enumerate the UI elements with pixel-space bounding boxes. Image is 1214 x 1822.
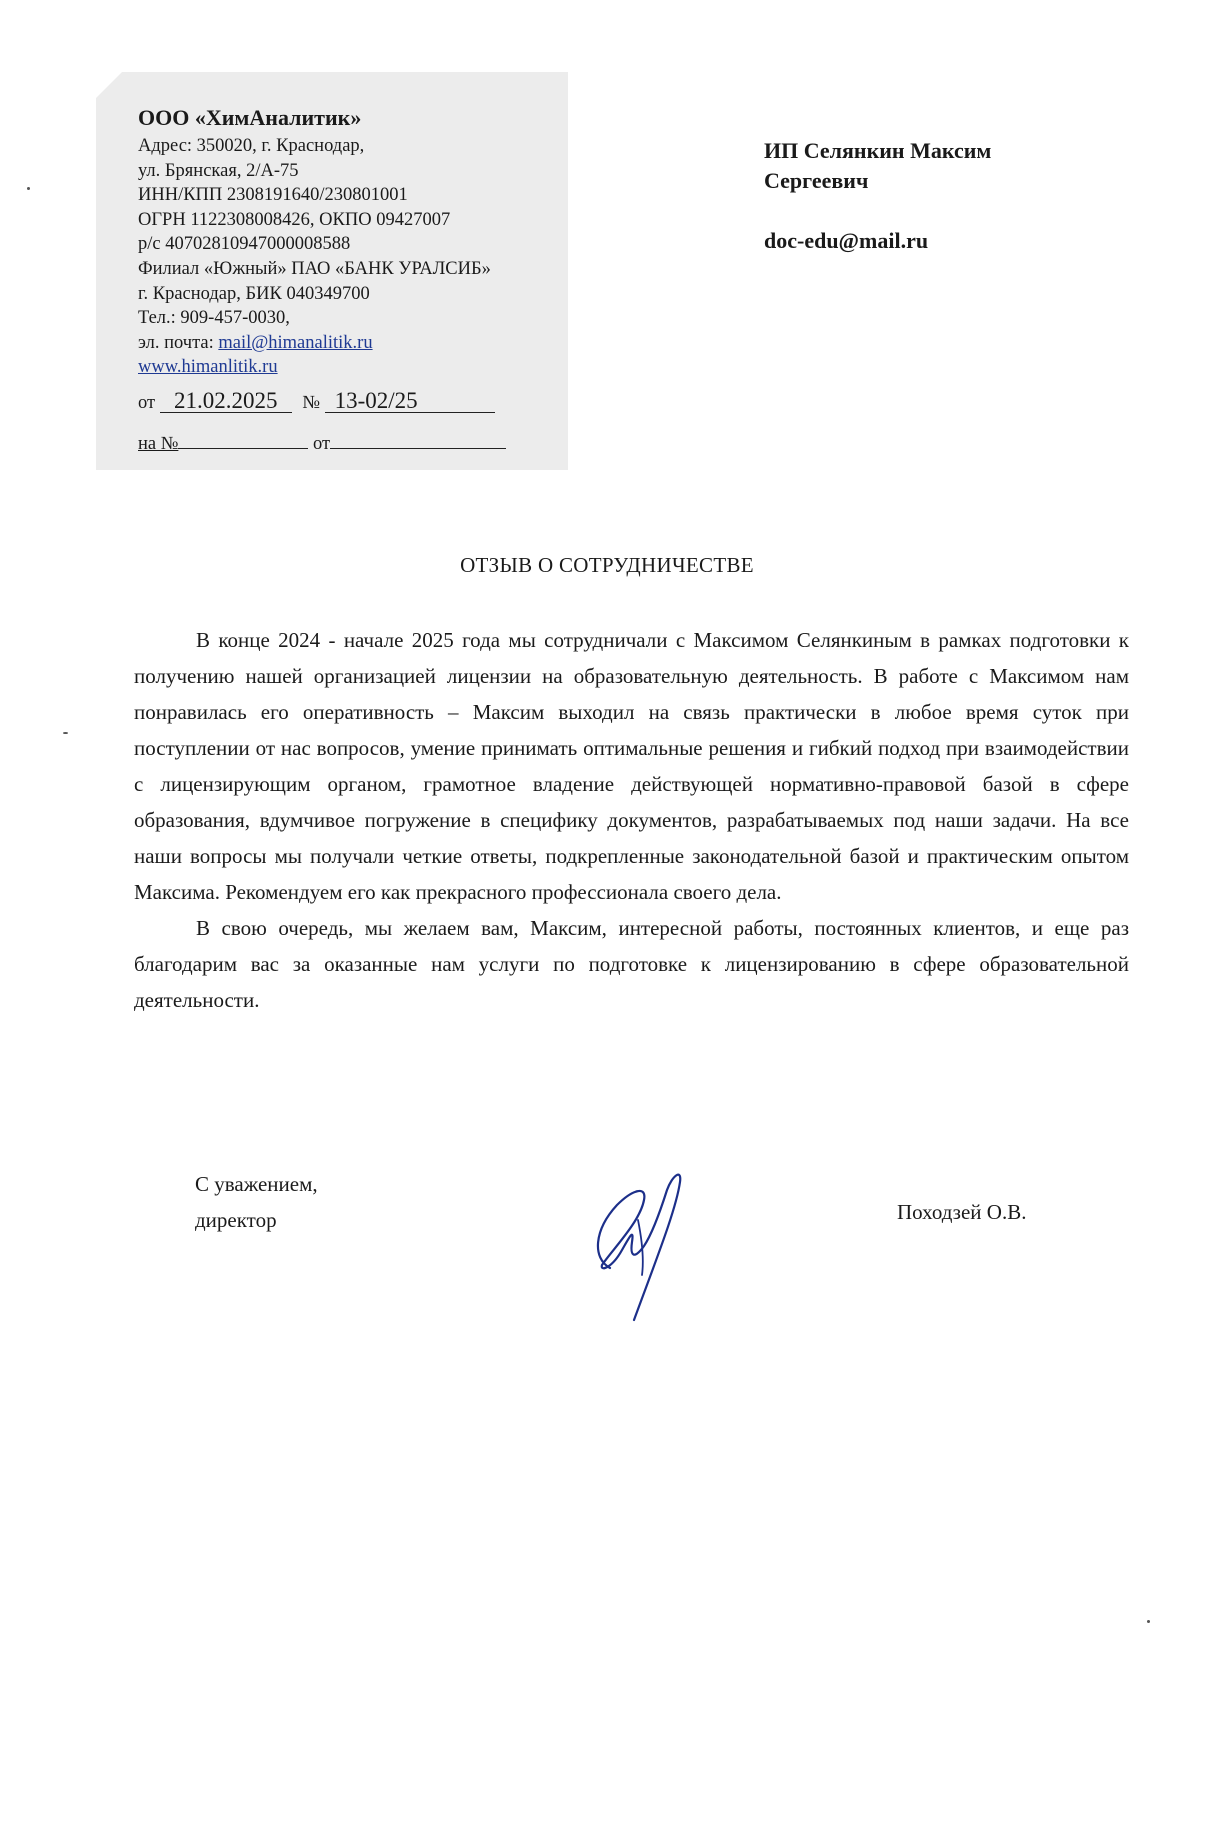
sender-website-line (138, 355, 568, 380)
sender-email-link[interactable]: mail@himanalitik.ru (218, 332, 373, 353)
signature-image (572, 1150, 722, 1330)
body-paragraph-1: В конце 2024 - начале 2025 года мы сотрудничали с Максимом Селянкиным в рамках подготовки к получению нашей организацией лицензии на образовательную деятельность. В работе с Максимом нам понравилась его оперативность – Максим выходил на связь практически в любое время суток при поступлении от нас вопросов, умение принимать оптимальные решения и гибкий подход при взаимодействии с лицензирующим органом, грамотное владение действующей нормативно-правовой базой в сфере образования, вдумчивое погружение в специфику документов, разрабатываемых под наши задачи. На все наши вопросы мы получали четкие ответы, подкрепленные законодательной базой и практическим опытом Максима. Рекомендуем его как прекрасного профессионала своего дела. (134, 628, 1129, 904)
outgoing-date-row (138, 390, 495, 414)
sender-bank-bik: г. Краснодар, БИК 040349700 (138, 283, 370, 304)
outgoing-from-label: от (138, 393, 156, 413)
sender-org-name: ООО «ХимАналитик» (138, 105, 362, 130)
sender-website-link[interactable]: www.himanlitik.ru (138, 357, 278, 378)
sender-bank-branch: Филиал «Южный» ПАО «БАНК УРАЛСИБ» (138, 258, 491, 279)
incoming-ref-from-label: от (313, 434, 331, 454)
incoming-ref-number-line (178, 448, 308, 449)
outgoing-date: 21.02.2025 (160, 390, 292, 413)
closing-position: директор (195, 1208, 277, 1232)
sender-inn-kpp: ИНН/КПП 2308191640/230801001 (138, 185, 408, 206)
scan-speck (27, 187, 30, 190)
incoming-ref-date-line (330, 448, 506, 449)
incoming-ref-label: на № (138, 434, 179, 454)
scan-speck (1147, 1620, 1150, 1623)
sender-email-label: эл. почта: (138, 332, 219, 353)
closing-block (195, 1166, 318, 1238)
letter-body (134, 622, 1129, 1018)
outgoing-number: 13-02/25 (325, 390, 495, 413)
recipient-block (764, 136, 1094, 256)
sender-bank-account: р/с 40702810947000008588 (138, 234, 351, 255)
sender-email-line (138, 331, 568, 356)
incoming-reference-row (138, 434, 506, 455)
signer-name: Походзей О.В. (897, 1200, 1027, 1224)
closing-regards: С уважением, (195, 1172, 318, 1196)
sender-address-line: Адрес: 350020, г. Краснодар, (138, 136, 365, 156)
recipient-email: doc-edu@mail.ru (764, 228, 929, 253)
letterhead-corner (96, 72, 122, 98)
document-title: ОТЗЫВ О СОТРУДНИЧЕСТВЕ (460, 553, 754, 577)
sender-street-line: ул. Брянская, 2/А-75 (138, 160, 299, 181)
scan-speck (63, 732, 68, 734)
recipient-name-line1: ИП Селянкин Максим (764, 138, 992, 163)
sender-ogrn-okpo: ОГРН 1122308008426, ОКПО 09427007 (138, 209, 451, 230)
body-paragraph-2: В свою очередь, мы желаем вам, Максим, интересной работы, постоянных клиентов, и еще раз благодарим вас за оказанные нам услуги по подготовке к лицензированию в сфере образовательной деятельности. (134, 916, 1129, 1012)
recipient-name-line2: Сергеевич (764, 168, 869, 193)
outgoing-number-label: № (302, 393, 320, 413)
sender-phone: Тел.: 909-457-0030, (138, 308, 290, 329)
sender-details (138, 104, 568, 380)
